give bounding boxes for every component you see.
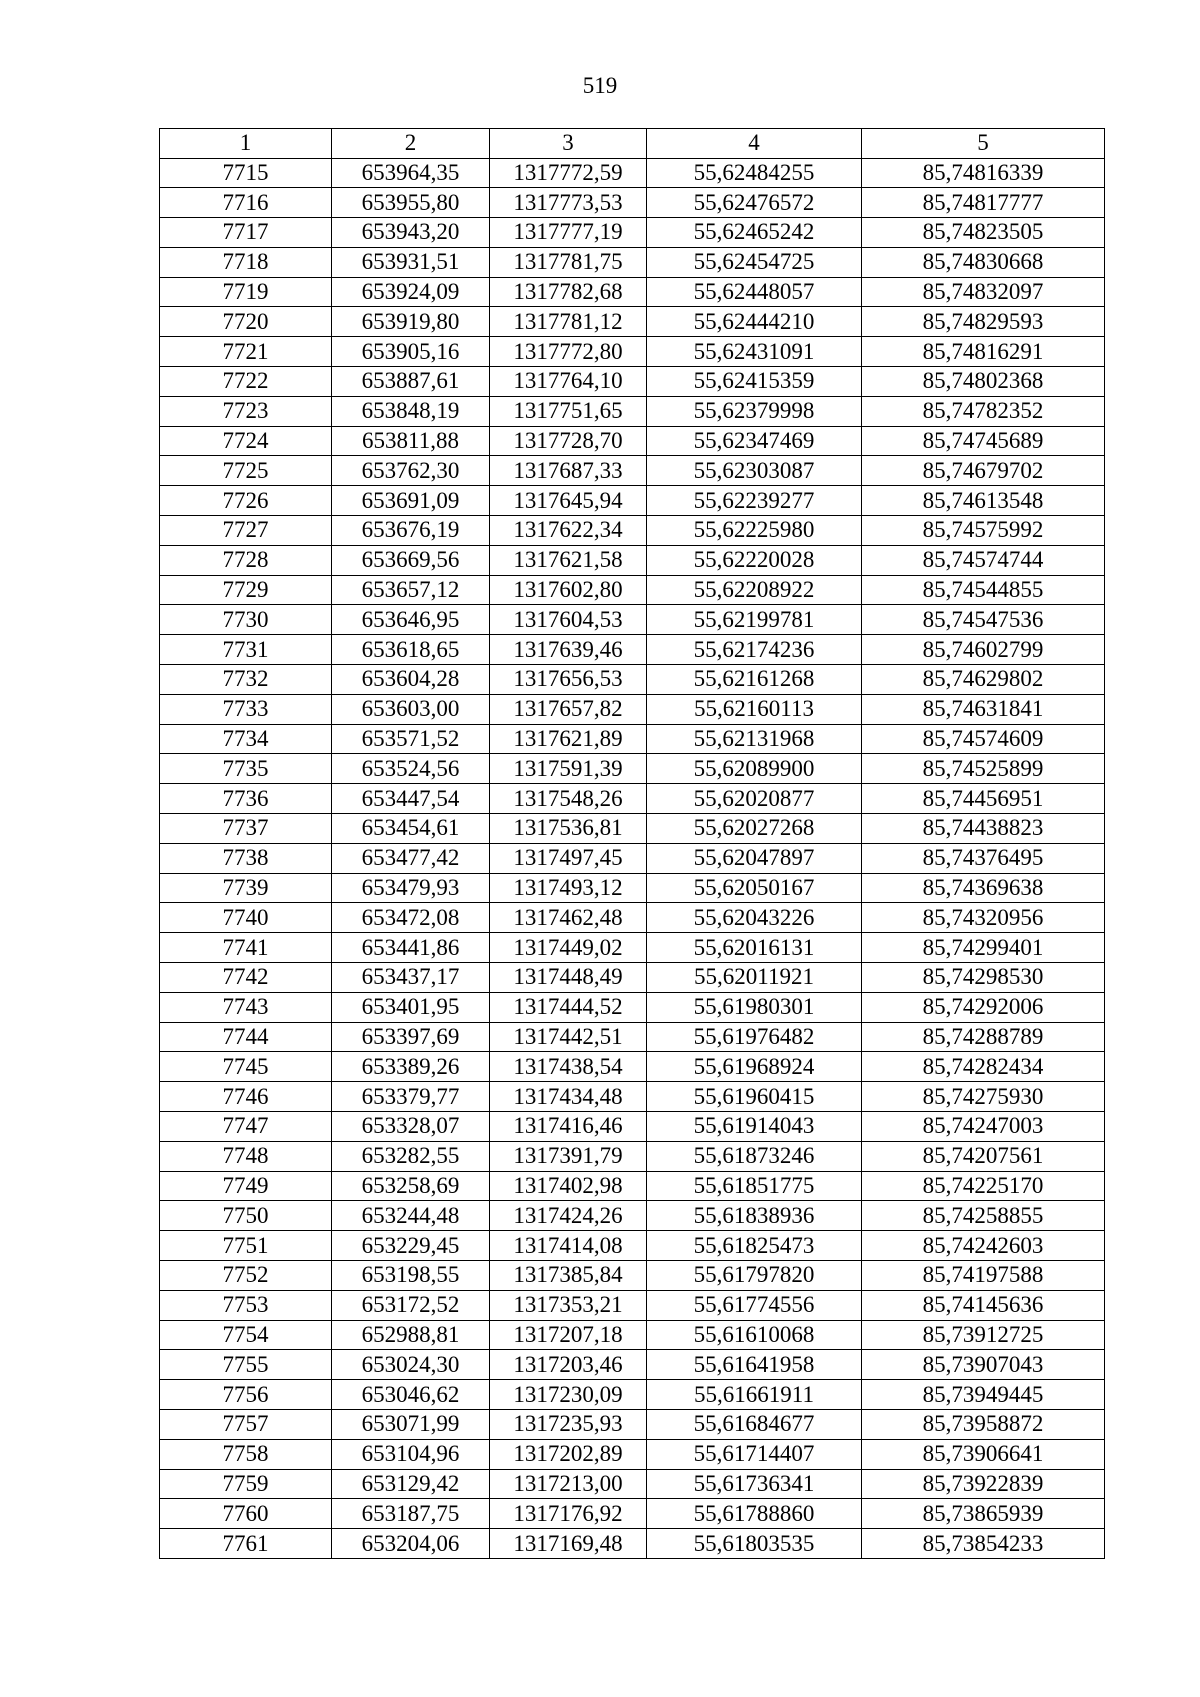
table-cell-col-3: 1317202,89	[490, 1439, 647, 1469]
table-cell-col-3: 1317773,53	[490, 188, 647, 218]
table-cell-col-3: 1317604,53	[490, 605, 647, 635]
table-cell-col-5: 85,74376495	[862, 843, 1105, 873]
table-cell-col-5: 85,74258855	[862, 1201, 1105, 1231]
table-cell-col-1: 7738	[160, 843, 332, 873]
table-cell-col-1: 7734	[160, 724, 332, 754]
table-cell-col-1: 7750	[160, 1201, 332, 1231]
table-cell-col-4: 55,62131968	[647, 724, 862, 754]
table-cell-col-4: 55,62011921	[647, 963, 862, 993]
table-cell-col-5: 85,74282434	[862, 1052, 1105, 1082]
table-cell-col-1: 7751	[160, 1231, 332, 1261]
table-cell-col-2: 653172,52	[332, 1290, 490, 1320]
table-cell-col-2: 653187,75	[332, 1499, 490, 1529]
table-row	[160, 694, 1105, 724]
table-cell-col-4: 55,61914043	[647, 1112, 862, 1142]
table-cell-col-1: 7748	[160, 1141, 332, 1171]
table-cell-col-4: 55,61641958	[647, 1350, 862, 1380]
table-cell-col-1: 7720	[160, 307, 332, 337]
table-cell-col-3: 1317497,45	[490, 843, 647, 873]
table-cell-col-2: 653887,61	[332, 367, 490, 397]
table-cell-col-2: 653477,42	[332, 843, 490, 873]
table-cell-col-2: 653244,48	[332, 1201, 490, 1231]
table-cell-col-4: 55,61774556	[647, 1290, 862, 1320]
table-row	[160, 307, 1105, 337]
table-cell-col-2: 653669,56	[332, 545, 490, 575]
table-cell-col-2: 653646,95	[332, 605, 490, 635]
table-cell-col-3: 1317548,26	[490, 784, 647, 814]
table-cell-col-4: 55,62043226	[647, 903, 862, 933]
table-cell-col-1: 7719	[160, 277, 332, 307]
table-cell-col-4: 55,62174236	[647, 635, 862, 665]
table-cell-col-1: 7747	[160, 1112, 332, 1142]
table-cell-col-4: 55,62016131	[647, 933, 862, 963]
table-cell-col-3: 1317772,80	[490, 337, 647, 367]
table-cell-col-4: 55,61714407	[647, 1439, 862, 1469]
table-cell-col-1: 7755	[160, 1350, 332, 1380]
table-cell-col-2: 653204,06	[332, 1529, 490, 1559]
table-cell-col-2: 653618,65	[332, 635, 490, 665]
table-cell-col-2: 653604,28	[332, 665, 490, 695]
table-cell-col-4: 55,62347469	[647, 426, 862, 456]
table-cell-col-2: 653472,08	[332, 903, 490, 933]
table-cell-col-3: 1317782,68	[490, 277, 647, 307]
table-row	[160, 1082, 1105, 1112]
table-cell-col-2: 653964,35	[332, 158, 490, 188]
table-row	[160, 1320, 1105, 1350]
table-cell-col-1: 7739	[160, 873, 332, 903]
table-cell-col-5: 85,74275930	[862, 1082, 1105, 1112]
table-cell-col-3: 1317438,54	[490, 1052, 647, 1082]
table-cell-col-2: 653676,19	[332, 516, 490, 546]
table-row	[160, 337, 1105, 367]
table-cell-col-2: 653379,77	[332, 1082, 490, 1112]
table-cell-col-3: 1317434,48	[490, 1082, 647, 1112]
table-cell-col-1: 7760	[160, 1499, 332, 1529]
table-cell-col-5: 85,74292006	[862, 992, 1105, 1022]
table-row	[160, 754, 1105, 784]
table-cell-col-2: 653524,56	[332, 754, 490, 784]
table-cell-col-1: 7726	[160, 486, 332, 516]
table-cell-col-4: 55,61980301	[647, 992, 862, 1022]
table-cell-col-2: 653328,07	[332, 1112, 490, 1142]
table-cell-col-5: 85,74631841	[862, 694, 1105, 724]
table-cell-col-3: 1317169,48	[490, 1529, 647, 1559]
table-cell-col-4: 55,61825473	[647, 1231, 862, 1261]
table-cell-col-4: 55,62484255	[647, 158, 862, 188]
table-row	[160, 367, 1105, 397]
table-cell-col-3: 1317639,46	[490, 635, 647, 665]
table-cell-col-5: 85,74613548	[862, 486, 1105, 516]
table-row	[160, 218, 1105, 248]
table-row	[160, 247, 1105, 277]
table-cell-col-1: 7745	[160, 1052, 332, 1082]
table-cell-col-1: 7754	[160, 1320, 332, 1350]
table-cell-col-3: 1317687,33	[490, 456, 647, 486]
table-cell-col-5: 85,74679702	[862, 456, 1105, 486]
table-cell-col-3: 1317764,10	[490, 367, 647, 397]
table-row	[160, 1052, 1105, 1082]
table-cell-col-5: 85,74745689	[862, 426, 1105, 456]
table-row	[160, 1022, 1105, 1052]
table-cell-col-1: 7756	[160, 1380, 332, 1410]
table-cell-col-5: 85,74802368	[862, 367, 1105, 397]
table-cell-col-4: 55,62444210	[647, 307, 862, 337]
table-cell-col-5: 85,74299401	[862, 933, 1105, 963]
table-row	[160, 873, 1105, 903]
table-cell-col-2: 653024,30	[332, 1350, 490, 1380]
table-cell-col-4: 55,62225980	[647, 516, 862, 546]
table-cell-col-1: 7746	[160, 1082, 332, 1112]
table-cell-col-1: 7716	[160, 188, 332, 218]
table-cell-col-1: 7728	[160, 545, 332, 575]
table-cell-col-5: 85,74544855	[862, 575, 1105, 605]
table-cell-col-5: 85,74574744	[862, 545, 1105, 575]
table-cell-col-2: 652988,81	[332, 1320, 490, 1350]
table-cell-col-1: 7715	[160, 158, 332, 188]
table-cell-col-4: 55,62239277	[647, 486, 862, 516]
table-cell-col-5: 85,74547536	[862, 605, 1105, 635]
table-cell-col-5: 85,73958872	[862, 1409, 1105, 1439]
table-cell-col-5: 85,74320956	[862, 903, 1105, 933]
table-cell-col-3: 1317385,84	[490, 1260, 647, 1290]
page-number: 519	[582, 73, 618, 98]
table-cell-col-3: 1317402,98	[490, 1171, 647, 1201]
table-cell-col-2: 653441,86	[332, 933, 490, 963]
table-row	[160, 1260, 1105, 1290]
table-body	[160, 129, 1105, 1559]
table-cell-col-2: 653919,80	[332, 307, 490, 337]
table-row	[160, 575, 1105, 605]
table-cell-col-3: 1317416,46	[490, 1112, 647, 1142]
table-cell-col-3: 1317414,08	[490, 1231, 647, 1261]
table-cell-col-2: 653046,62	[332, 1380, 490, 1410]
table-row	[160, 277, 1105, 307]
table-cell-col-2: 653931,51	[332, 247, 490, 277]
table-cell-col-4: 55,62465242	[647, 218, 862, 248]
table-cell-col-1: 7749	[160, 1171, 332, 1201]
table-cell-col-2: 653691,09	[332, 486, 490, 516]
table-cell-col-3: 1317591,39	[490, 754, 647, 784]
table-cell-col-5: 85,74145636	[862, 1290, 1105, 1320]
table-row	[160, 396, 1105, 426]
table-cell-col-2: 653437,17	[332, 963, 490, 993]
table-row	[160, 545, 1105, 575]
table-cell-col-3: 1317449,02	[490, 933, 647, 963]
table-cell-col-1: 7737	[160, 814, 332, 844]
table-cell-col-1: 7717	[160, 218, 332, 248]
table-cell-col-3: 1317213,00	[490, 1469, 647, 1499]
table-cell-col-4: 55,62415359	[647, 367, 862, 397]
table-cell-col-2: 653401,95	[332, 992, 490, 1022]
table-cell-col-3: 1317444,52	[490, 992, 647, 1022]
column-header-2: 2	[332, 129, 490, 159]
table-cell-col-2: 653924,09	[332, 277, 490, 307]
table-cell-col-3: 1317176,92	[490, 1499, 647, 1529]
table-cell-col-4: 55,62047897	[647, 843, 862, 873]
table-cell-col-4: 55,62199781	[647, 605, 862, 635]
table-cell-col-4: 55,61797820	[647, 1260, 862, 1290]
table-row	[160, 1201, 1105, 1231]
table-cell-col-4: 55,62020877	[647, 784, 862, 814]
table-cell-col-3: 1317536,81	[490, 814, 647, 844]
table-cell-col-5: 85,73949445	[862, 1380, 1105, 1410]
column-header-1: 1	[160, 129, 332, 159]
table-cell-col-2: 653229,45	[332, 1231, 490, 1261]
table-cell-col-2: 653479,93	[332, 873, 490, 903]
table-cell-col-4: 55,62431091	[647, 337, 862, 367]
table-cell-col-5: 85,74574609	[862, 724, 1105, 754]
table-cell-col-3: 1317442,51	[490, 1022, 647, 1052]
table-cell-col-3: 1317602,80	[490, 575, 647, 605]
table-cell-col-1: 7731	[160, 635, 332, 665]
table-cell-col-4: 55,62220028	[647, 545, 862, 575]
table-cell-col-5: 85,74369638	[862, 873, 1105, 903]
table-cell-col-3: 1317207,18	[490, 1320, 647, 1350]
table-row	[160, 903, 1105, 933]
table-cell-col-4: 55,62208922	[647, 575, 862, 605]
table-row	[160, 635, 1105, 665]
table-row	[160, 843, 1105, 873]
table-cell-col-5: 85,74525899	[862, 754, 1105, 784]
table-cell-col-4: 55,62161268	[647, 665, 862, 695]
table-cell-col-2: 653071,99	[332, 1409, 490, 1439]
table-row	[160, 814, 1105, 844]
table-cell-col-4: 55,61851775	[647, 1171, 862, 1201]
table-cell-col-5: 85,73854233	[862, 1529, 1105, 1559]
table-header-row	[160, 129, 1105, 159]
table-cell-col-2: 653454,61	[332, 814, 490, 844]
table-row	[160, 784, 1105, 814]
table-row	[160, 1529, 1105, 1559]
table-cell-col-3: 1317493,12	[490, 873, 647, 903]
table-cell-col-1: 7753	[160, 1290, 332, 1320]
table-row	[160, 1290, 1105, 1320]
table-cell-col-5: 85,73912725	[862, 1320, 1105, 1350]
table-cell-col-4: 55,62089900	[647, 754, 862, 784]
table-cell-col-5: 85,74225170	[862, 1171, 1105, 1201]
table-row	[160, 605, 1105, 635]
table-cell-col-5: 85,74242603	[862, 1231, 1105, 1261]
column-header-5: 5	[862, 129, 1105, 159]
table-cell-col-4: 55,61960415	[647, 1082, 862, 1112]
table-cell-col-1: 7740	[160, 903, 332, 933]
table-row	[160, 426, 1105, 456]
table-row	[160, 158, 1105, 188]
table-row	[160, 992, 1105, 1022]
table-cell-col-4: 55,61788860	[647, 1499, 862, 1529]
table-row	[160, 724, 1105, 754]
table-cell-col-1: 7722	[160, 367, 332, 397]
table-cell-col-1: 7723	[160, 396, 332, 426]
table-cell-col-4: 55,62476572	[647, 188, 862, 218]
table-cell-col-1: 7725	[160, 456, 332, 486]
table-cell-col-1: 7729	[160, 575, 332, 605]
column-header-4: 4	[647, 129, 862, 159]
table-row	[160, 188, 1105, 218]
table-cell-col-3: 1317728,70	[490, 426, 647, 456]
table-cell-col-4: 55,62050167	[647, 873, 862, 903]
table-cell-col-1: 7733	[160, 694, 332, 724]
table-cell-col-4: 55,61968924	[647, 1052, 862, 1082]
table-cell-col-2: 653905,16	[332, 337, 490, 367]
table-cell-col-4: 55,61610068	[647, 1320, 862, 1350]
table-cell-col-2: 653955,80	[332, 188, 490, 218]
table-cell-col-2: 653129,42	[332, 1469, 490, 1499]
table-row	[160, 933, 1105, 963]
table-cell-col-5: 85,74823505	[862, 218, 1105, 248]
table-cell-col-2: 653848,19	[332, 396, 490, 426]
table-row	[160, 1350, 1105, 1380]
table-cell-col-5: 85,74207561	[862, 1141, 1105, 1171]
table-cell-col-1: 7741	[160, 933, 332, 963]
table-cell-col-3: 1317772,59	[490, 158, 647, 188]
table-cell-col-4: 55,62027268	[647, 814, 862, 844]
table-cell-col-3: 1317781,75	[490, 247, 647, 277]
table-cell-col-3: 1317462,48	[490, 903, 647, 933]
table-cell-col-5: 85,74782352	[862, 396, 1105, 426]
table-cell-col-4: 55,62448057	[647, 277, 862, 307]
table-row	[160, 1231, 1105, 1261]
table-cell-col-3: 1317230,09	[490, 1380, 647, 1410]
table-row	[160, 1380, 1105, 1410]
table-cell-col-5: 85,74629802	[862, 665, 1105, 695]
table-cell-col-5: 85,73906641	[862, 1439, 1105, 1469]
table-cell-col-3: 1317203,46	[490, 1350, 647, 1380]
table-row	[160, 1499, 1105, 1529]
table-cell-col-5: 85,74298530	[862, 963, 1105, 993]
table-cell-col-3: 1317656,53	[490, 665, 647, 695]
table-cell-col-4: 55,61873246	[647, 1141, 862, 1171]
table-cell-col-1: 7730	[160, 605, 332, 635]
table-cell-col-5: 85,74816339	[862, 158, 1105, 188]
table-cell-col-1: 7718	[160, 247, 332, 277]
table-cell-col-2: 653104,96	[332, 1439, 490, 1469]
table-cell-col-5: 85,74456951	[862, 784, 1105, 814]
table-cell-col-2: 653198,55	[332, 1260, 490, 1290]
table-cell-col-4: 55,61661911	[647, 1380, 862, 1410]
table-cell-col-4: 55,62303087	[647, 456, 862, 486]
table-cell-col-4: 55,62379998	[647, 396, 862, 426]
table-row	[160, 516, 1105, 546]
table-cell-col-5: 85,74829593	[862, 307, 1105, 337]
table-cell-col-2: 653811,88	[332, 426, 490, 456]
table-cell-col-5: 85,74288789	[862, 1022, 1105, 1052]
table-cell-col-1: 7758	[160, 1439, 332, 1469]
table-cell-col-2: 653762,30	[332, 456, 490, 486]
table-cell-col-2: 653389,26	[332, 1052, 490, 1082]
table-row	[160, 456, 1105, 486]
table-cell-col-2: 653571,52	[332, 724, 490, 754]
table-cell-col-3: 1317235,93	[490, 1409, 647, 1439]
table-cell-col-5: 85,74575992	[862, 516, 1105, 546]
table-cell-col-5: 85,74817777	[862, 188, 1105, 218]
table-cell-col-1: 7759	[160, 1469, 332, 1499]
table-cell-col-1: 7736	[160, 784, 332, 814]
table-cell-col-1: 7735	[160, 754, 332, 784]
table-cell-col-3: 1317777,19	[490, 218, 647, 248]
table-cell-col-1: 7727	[160, 516, 332, 546]
table-cell-col-5: 85,73865939	[862, 1499, 1105, 1529]
table-cell-col-5: 85,74247003	[862, 1112, 1105, 1142]
table-cell-col-3: 1317353,21	[490, 1290, 647, 1320]
table-cell-col-1: 7721	[160, 337, 332, 367]
table-cell-col-2: 653258,69	[332, 1171, 490, 1201]
table-cell-col-1: 7757	[160, 1409, 332, 1439]
table-cell-col-5: 85,74197588	[862, 1260, 1105, 1290]
table-cell-col-4: 55,62454725	[647, 247, 862, 277]
table-cell-col-3: 1317751,65	[490, 396, 647, 426]
table-cell-col-1: 7742	[160, 963, 332, 993]
table-cell-col-4: 55,61838936	[647, 1201, 862, 1231]
table-cell-col-1: 7744	[160, 1022, 332, 1052]
table-cell-col-5: 85,74832097	[862, 277, 1105, 307]
table-cell-col-1: 7743	[160, 992, 332, 1022]
table-cell-col-2: 653943,20	[332, 218, 490, 248]
table-cell-col-1: 7761	[160, 1529, 332, 1559]
table-row	[160, 1409, 1105, 1439]
table-cell-col-4: 55,61684677	[647, 1409, 862, 1439]
table-row	[160, 1141, 1105, 1171]
table-row	[160, 1112, 1105, 1142]
table-row	[160, 1439, 1105, 1469]
table-cell-col-2: 653282,55	[332, 1141, 490, 1171]
table-cell-col-5: 85,74438823	[862, 814, 1105, 844]
coordinates-table	[159, 128, 1105, 1559]
table-cell-col-2: 653397,69	[332, 1022, 490, 1052]
table-cell-col-1: 7724	[160, 426, 332, 456]
table-cell-col-2: 653447,54	[332, 784, 490, 814]
table-row	[160, 963, 1105, 993]
table-cell-col-4: 55,61976482	[647, 1022, 862, 1052]
table-cell-col-4: 55,61736341	[647, 1469, 862, 1499]
table-cell-col-3: 1317645,94	[490, 486, 647, 516]
table-cell-col-5: 85,73922839	[862, 1469, 1105, 1499]
table-cell-col-1: 7732	[160, 665, 332, 695]
table-cell-col-3: 1317781,12	[490, 307, 647, 337]
table-cell-col-3: 1317657,82	[490, 694, 647, 724]
column-header-3: 3	[490, 129, 647, 159]
table-cell-col-3: 1317448,49	[490, 963, 647, 993]
table-cell-col-2: 653603,00	[332, 694, 490, 724]
table-row	[160, 1171, 1105, 1201]
table-cell-col-5: 85,74830668	[862, 247, 1105, 277]
table-cell-col-1: 7752	[160, 1260, 332, 1290]
table-row	[160, 665, 1105, 695]
table-cell-col-3: 1317621,58	[490, 545, 647, 575]
table-cell-col-3: 1317621,89	[490, 724, 647, 754]
table-cell-col-3: 1317391,79	[490, 1141, 647, 1171]
table-cell-col-5: 85,74602799	[862, 635, 1105, 665]
table-cell-col-2: 653657,12	[332, 575, 490, 605]
table-cell-col-4: 55,61803535	[647, 1529, 862, 1559]
table-cell-col-3: 1317622,34	[490, 516, 647, 546]
table-row	[160, 1469, 1105, 1499]
table-row	[160, 486, 1105, 516]
table-cell-col-4: 55,62160113	[647, 694, 862, 724]
table-cell-col-5: 85,74816291	[862, 337, 1105, 367]
table-cell-col-3: 1317424,26	[490, 1201, 647, 1231]
table-cell-col-5: 85,73907043	[862, 1350, 1105, 1380]
